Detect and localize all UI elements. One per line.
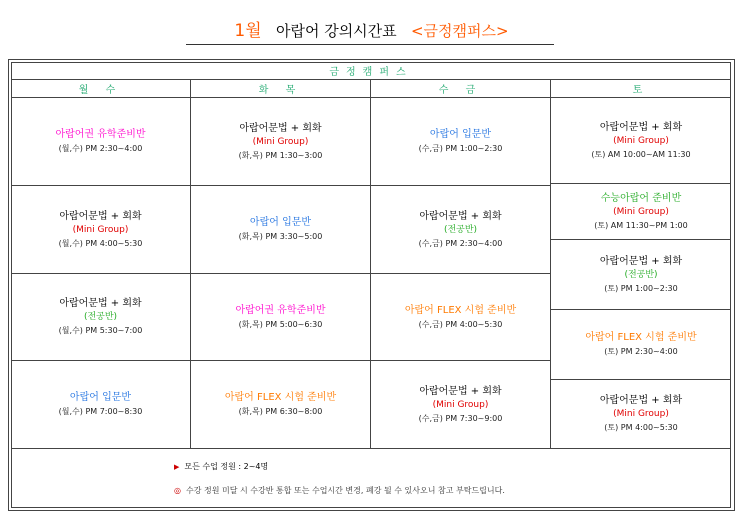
class-cell-wed-fri-1 <box>371 98 551 186</box>
day-header-sat: 토 <box>551 80 731 98</box>
class-time: (수,금) PM 7:30~9:00 <box>418 413 503 423</box>
class-name: 아랍어권 유학준비반 <box>55 129 146 140</box>
class-name: 아랍어 입문반 <box>429 129 492 140</box>
class-cell-sat-3 <box>551 240 731 310</box>
class-cell-sat-2 <box>551 184 731 240</box>
class-time: (토) PM 2:30~4:00 <box>604 347 678 356</box>
title-month: 1월 <box>234 21 262 41</box>
class-time: (수,금) PM 4:00~5:30 <box>418 319 503 329</box>
class-group: (Mini Group) <box>72 224 129 235</box>
class-cell-wed-fri-4 <box>371 361 551 449</box>
class-cell-tue-thu-3 <box>191 274 371 361</box>
class-group: (Mini Group) <box>613 409 669 419</box>
note-policy <box>174 485 505 496</box>
class-name: 아랍어문법 + 회화 <box>59 298 142 309</box>
class-cell-sat-1 <box>551 98 731 184</box>
class-name: 아랍어 입문반 <box>69 392 132 403</box>
class-cell-tue-thu-4 <box>191 361 371 449</box>
class-time: (월,수) PM 2:30~4:00 <box>58 144 143 153</box>
class-name: 아랍어 FLEX 시험 준비반 <box>404 304 517 316</box>
class-group: (Mini Group) <box>252 136 309 147</box>
day-header-tue-thu: 화 목 <box>191 80 371 98</box>
class-name: 아랍어문법 + 회화 <box>59 210 142 222</box>
class-time: (수,금) PM 2:30~4:00 <box>418 238 503 248</box>
class-cell-mon-wed-2 <box>11 186 191 274</box>
class-time: (화,목) PM 5:00~6:30 <box>238 319 323 329</box>
class-name: 아랍어문법 + 회화 <box>599 255 683 267</box>
class-group: (전공반) <box>624 269 658 280</box>
class-name: 아랍어 FLEX 시험 준비반 <box>224 392 337 403</box>
class-name: 아랍어문법 + 회화 <box>419 210 502 222</box>
class-group: (전공반) <box>443 224 478 235</box>
class-name: 수능아랍어 준비반 <box>600 192 682 204</box>
title-underline <box>186 44 554 45</box>
class-cell-sat-5 <box>551 380 731 449</box>
class-time: (수,금) PM 1:00~2:30 <box>418 144 503 153</box>
class-time: (화,목) PM 6:30~8:00 <box>238 407 323 416</box>
triangle-icon: ▶ <box>174 463 180 471</box>
class-cell-wed-fri-2 <box>371 186 551 274</box>
day-header-mon-wed: 월 수 <box>11 80 191 98</box>
class-name: 아랍어문법 + 회화 <box>239 122 322 134</box>
campus-header: 금정캠퍼스 <box>11 62 731 80</box>
class-name: 아랍어문법 + 회화 <box>599 395 683 406</box>
class-cell-mon-wed-4 <box>11 361 191 449</box>
class-time: (토) AM 11:30~PM 1:00 <box>594 220 688 230</box>
class-cell-mon-wed-1 <box>11 98 191 186</box>
bullseye-icon: ◎ <box>174 486 181 495</box>
class-time: (월,수) PM 7:00~8:30 <box>58 407 143 416</box>
class-name: 아랍어권 유학준비반 <box>235 304 326 316</box>
class-time: (토) PM 1:00~2:30 <box>604 283 678 293</box>
day-header-wed-fri: 수 금 <box>371 80 551 98</box>
class-cell-tue-thu-2 <box>191 186 371 274</box>
class-group: (Mini Group) <box>613 206 669 217</box>
class-group: (전공반) <box>83 312 118 322</box>
class-name: 아랍어문법 + 회화 <box>419 385 502 397</box>
class-time: (화,목) PM 3:30~5:00 <box>238 232 323 241</box>
note-policy-text: 수강 정원 미달 시 수강반 통합 또는 수업시간 변경, 폐강 될 수 있사오니 참고 부탁드립니다. <box>185 486 505 495</box>
class-cell-wed-fri-3 <box>371 274 551 361</box>
class-time: (토) PM 4:00~5:30 <box>604 423 678 432</box>
class-name: 아랍어 입문반 <box>249 217 312 228</box>
class-cell-mon-wed-3 <box>11 274 191 361</box>
title-campus: <금정캠퍼스> <box>410 22 509 40</box>
class-time: (화,목) PM 1:30~3:00 <box>238 150 323 160</box>
page-title <box>0 16 743 42</box>
class-group: (Mini Group) <box>613 135 669 146</box>
class-group: (Mini Group) <box>432 399 489 410</box>
class-time: (토) AM 10:00~AM 11:30 <box>591 149 691 159</box>
class-time: (월,수) PM 4:00~5:30 <box>58 238 143 248</box>
note-capacity-text: 모든 수업 정원 : 2~4명 <box>184 462 269 471</box>
notes-section <box>11 449 731 508</box>
note-capacity <box>174 461 268 472</box>
class-cell-sat-4 <box>551 310 731 380</box>
class-time: (월,수) PM 5:30~7:00 <box>58 326 143 335</box>
class-name: 아랍어 FLEX 시험 준비반 <box>585 332 697 343</box>
title-text: 아랍어 강의시간표 <box>275 22 397 40</box>
class-cell-tue-thu-1 <box>191 98 371 186</box>
class-name: 아랍어문법 + 회화 <box>599 121 683 133</box>
